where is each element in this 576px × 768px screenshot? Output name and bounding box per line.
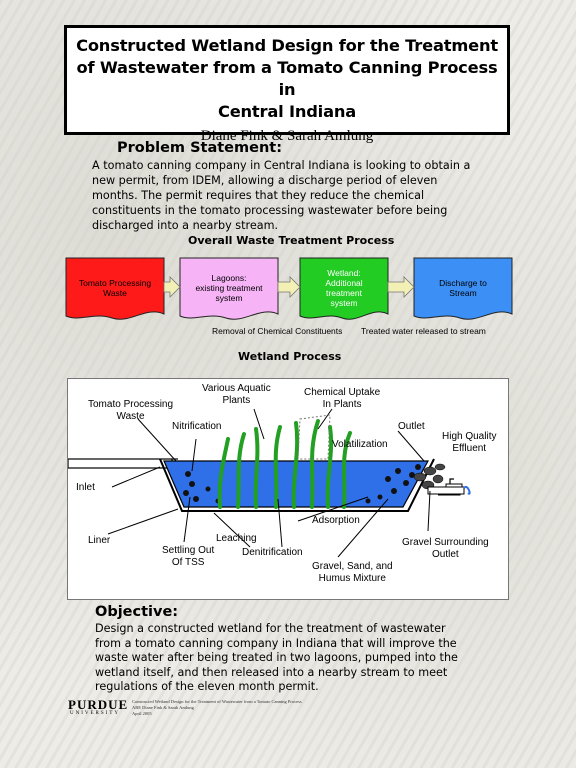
label-line: Waste bbox=[116, 411, 145, 422]
caption-treated: Treated water released to stream bbox=[361, 326, 486, 336]
label-line: Outlet bbox=[432, 549, 459, 560]
label-line: Tomato Processing bbox=[88, 399, 174, 410]
flow-step-label bbox=[300, 268, 388, 308]
title-line-2: of Wastewater from a Tomato Canning Process in bbox=[76, 58, 498, 99]
objective-text bbox=[95, 622, 458, 695]
objective-line: wetland itself, and then released into a nearby stream to meet bbox=[95, 665, 448, 679]
label-line: Humus Mixture bbox=[318, 573, 386, 584]
flow-step-label bbox=[66, 278, 164, 298]
flow-arrow bbox=[164, 277, 180, 297]
purdue-logo: PURDUE bbox=[68, 697, 129, 712]
flow-step-text: Waste bbox=[103, 288, 127, 298]
label-line: Gravel, Sand, and bbox=[312, 561, 393, 572]
flow-step-text: Additional bbox=[325, 278, 363, 288]
title-line-3: Central Indiana bbox=[217, 102, 357, 121]
objective-line: regulations of the eleven month permit. bbox=[95, 680, 319, 693]
problem-line: discharged into a nearby stream. bbox=[92, 219, 279, 232]
label-nitrification: Nitrification bbox=[172, 421, 222, 432]
label-outlet: Outlet bbox=[398, 421, 425, 432]
flow-step-text: Stream bbox=[449, 288, 477, 298]
label-volatilization: Volatilization bbox=[332, 439, 388, 450]
inlet-pipe bbox=[68, 459, 172, 468]
label-line: In Plants bbox=[322, 399, 362, 410]
label-settling bbox=[162, 545, 214, 569]
problem-line: constituents in the tomato processing wastewater before being bbox=[92, 204, 448, 217]
label-line: Various Aquatic bbox=[202, 383, 271, 394]
footer-line: Constructed Wetland Design for the Treatment of Wastewater from a Tomato Canning Process bbox=[132, 699, 302, 704]
label-gravel-mix bbox=[312, 561, 393, 585]
poster-title bbox=[73, 35, 501, 123]
label-tomato-waste bbox=[88, 399, 173, 423]
label-liner: Liner bbox=[88, 535, 111, 546]
flow-step-text: system bbox=[330, 298, 358, 308]
flow-heading: Overall Waste Treatment Process bbox=[188, 234, 395, 247]
label-leaching: Leaching bbox=[216, 533, 257, 544]
problem-line: A tomato canning company in Central Indiana is looking to obtain a bbox=[92, 159, 471, 172]
label-line: Settling Out bbox=[162, 545, 215, 556]
objective-heading: Objective: bbox=[95, 604, 179, 620]
label-line: Chemical Uptake bbox=[304, 387, 381, 398]
title-box bbox=[64, 25, 510, 144]
label-denitrification: Denitrification bbox=[242, 547, 303, 558]
flow-step-text: Discharge to bbox=[439, 278, 487, 288]
label-aquatic-plants bbox=[202, 383, 271, 407]
flow-step-label bbox=[180, 273, 278, 303]
label-adsorption: Adsorption bbox=[312, 515, 360, 526]
flow-step-text: Tomato Processing bbox=[78, 278, 152, 288]
problem-heading: Problem Statement: bbox=[117, 140, 283, 156]
problem-line: new permit, from IDEM, allowing a discharge period of eleven bbox=[92, 174, 438, 187]
title-line-1: Constructed Wetland Design for the Treatment bbox=[76, 36, 498, 55]
label-chemical-uptake bbox=[304, 387, 380, 411]
objective-line: Design a constructed wetland for the treatment of wastewater bbox=[95, 622, 446, 635]
flow-step-text: treatment bbox=[326, 288, 362, 298]
label-line: Plants bbox=[222, 395, 251, 406]
effluent-flow bbox=[464, 487, 470, 494]
wetland-diagram bbox=[67, 378, 509, 600]
label-inlet: Inlet bbox=[76, 482, 95, 493]
wetland-heading: Wetland Process bbox=[238, 350, 342, 363]
label-line: Gravel Surrounding bbox=[402, 537, 489, 548]
label-gravel-outlet bbox=[402, 537, 489, 561]
purdue-logo-sub: UNIVERSITY bbox=[70, 711, 120, 716]
flow-step-text: Lagoons: bbox=[211, 273, 247, 283]
flow-step-label bbox=[414, 278, 512, 298]
label-line: Effluent bbox=[452, 443, 487, 454]
flow-arrow bbox=[278, 277, 300, 297]
flow-step-text: system bbox=[215, 293, 243, 303]
flow-arrow bbox=[388, 277, 414, 297]
label-effluent bbox=[442, 431, 496, 455]
objective-line: waste water after being treated in two lagoons, pumped into the bbox=[95, 651, 458, 664]
flow-step-text: Wetland: bbox=[327, 268, 361, 278]
label-line: High Quality bbox=[442, 431, 497, 442]
problem-text bbox=[92, 158, 470, 233]
authors: Diane Fink & Sarah Amlung bbox=[200, 128, 374, 144]
flow-step-text: existing treatment bbox=[195, 283, 263, 293]
label-line: Of TSS bbox=[171, 557, 205, 568]
caption-removal: Removal of Chemical Constituents bbox=[212, 326, 343, 336]
footer-line: April 2005 bbox=[132, 711, 152, 716]
objective-line: from a tomato canning company in Indiana that will improve the bbox=[95, 636, 457, 650]
problem-line: months. The permit requires that they reduce the chemical bbox=[92, 189, 425, 202]
footer-line: ABE Diane Fink & Sarah Amlung bbox=[132, 705, 194, 710]
